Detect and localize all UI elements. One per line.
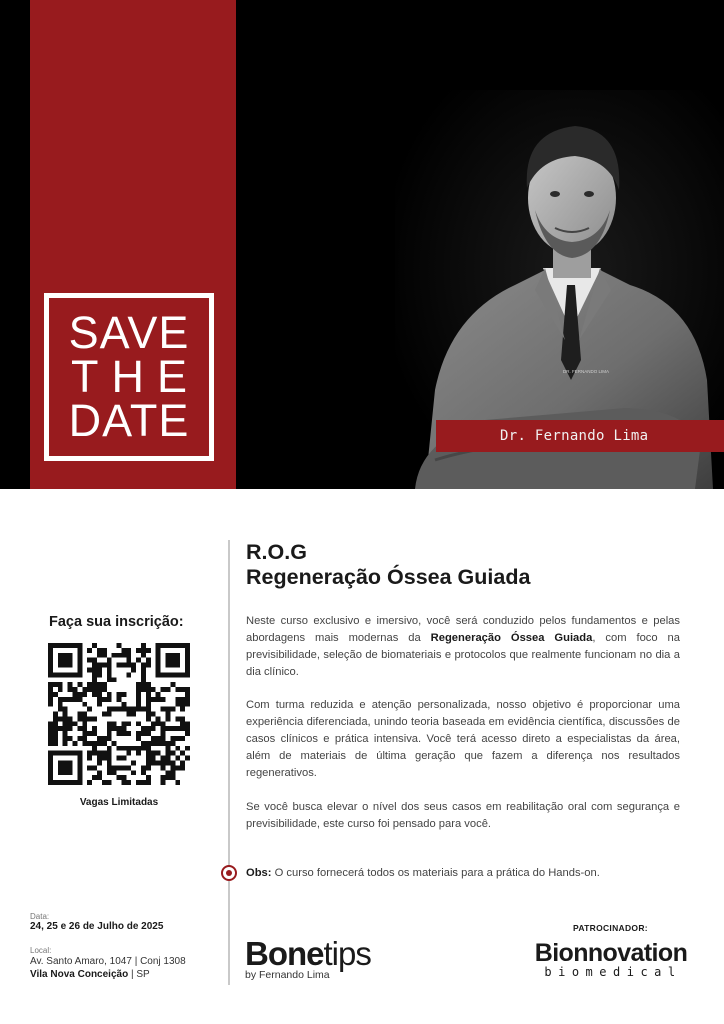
timeline-divider <box>228 540 230 985</box>
bonetips-logo <box>245 935 371 981</box>
address-line-1: Av. Santo Amaro, 1047 | Conj 1308 <box>30 956 186 967</box>
obs-label: Obs: <box>246 867 272 879</box>
sponsor-label: PATROCINADOR: <box>573 923 648 933</box>
address-neighborhood: Vila Nova Conceição <box>30 968 129 980</box>
jacket-embroidery: DR. FERNANDO LIMA <box>563 369 610 374</box>
description-text: , com foco na previsibilidade, seleção de biomateriais e protocolos que realmente funcionam no dia a dia clínico. <box>246 632 680 678</box>
description-highlight: Regeneração Óssea Guiada <box>430 632 593 644</box>
course-description-3: Se você busca elevar o nível dos seus casos em reabilitação oral com segurança e previsibilidade, este curso foi pensado para você. <box>246 801 680 830</box>
qr-code-icon[interactable] <box>48 643 190 785</box>
hero-banner <box>0 0 724 489</box>
save-the-date-line-1: SAVE <box>68 307 190 358</box>
date-label: Data: <box>30 912 50 921</box>
bonetips-byline: by Fernando Lima <box>245 969 330 981</box>
course-description-2: Com turma reduzida e atenção personalizada, nosso objetivo é proporcionar uma experiência diferenciada, unindo teoria baseada em evidência científica, discussões de casos clínicos e prática intensiva. Você terá acesso direto a especialistas da área, além de materiais de última geração que fazem a diferença nos resultados regenerativos. <box>246 699 680 779</box>
date-value: 24, 25 e 26 de Julho de 2025 <box>30 921 164 932</box>
bonetips-logo-light: tips <box>323 935 371 972</box>
location-address <box>30 956 186 981</box>
bionnovation-subtitle: biomedical <box>544 965 682 979</box>
registration-heading: Faça sua inscrição: <box>49 614 184 630</box>
obs-note <box>246 865 600 881</box>
speaker-name-banner: Dr. Fernando Lima <box>436 420 724 452</box>
description-text: Neste curso exclusivo e imersivo, você será conduzido pelos fundamentos e pelas abordagens mais modernas da <box>246 615 680 644</box>
course-title-full: Regeneração Óssea Guiada <box>246 565 531 589</box>
save-the-date-line-2: THE <box>71 351 200 402</box>
save-the-date-badge <box>44 293 214 461</box>
obs-text: O curso fornecerá todos os materiais para a prática do Hands-on. <box>271 867 600 879</box>
course-title <box>246 540 530 590</box>
save-the-date-line-3: DATE <box>68 395 190 446</box>
obs-bullet-icon <box>221 865 237 881</box>
course-title-acronym: R.O.G <box>246 540 307 564</box>
bionnovation-logo <box>531 939 691 979</box>
bionnovation-wordmark: Bionnovation <box>534 939 688 967</box>
location-label: Local: <box>30 946 52 955</box>
address-state: | SP <box>128 968 150 980</box>
bonetips-logo-bold: Bone <box>245 935 324 972</box>
course-description-1 <box>246 613 680 681</box>
limited-spots-note: Vagas Limitadas <box>79 797 159 808</box>
